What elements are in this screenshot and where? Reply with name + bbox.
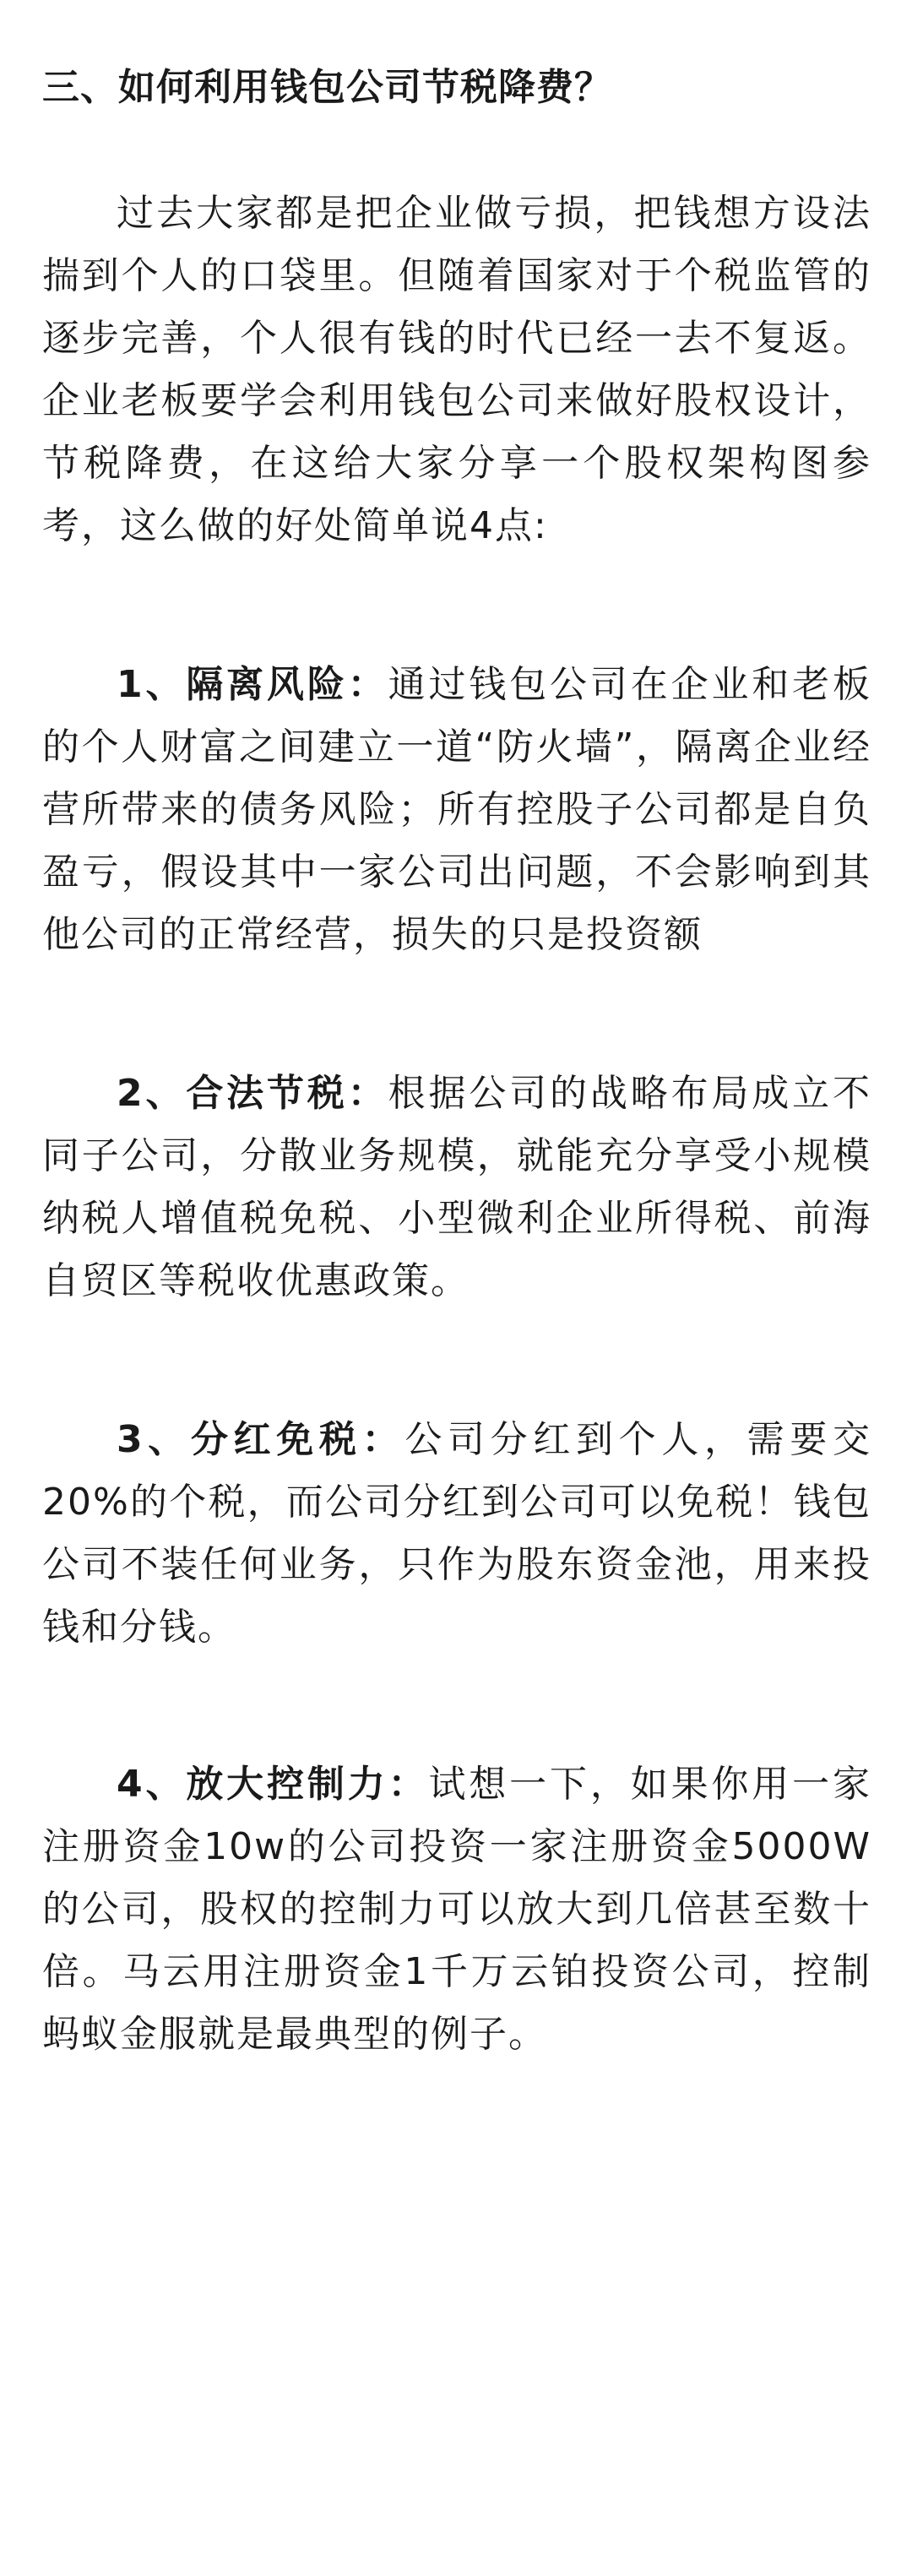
point-body: 试想一下，如果你用一家注册资金10w的公司投资一家注册资金5000W的公司，股权的控制力可以放大到几倍甚至数十倍。马云用注册资金1千万云铂投资公司，控制蚂蚁金服就是最典型的例子。 xyxy=(42,1763,871,2056)
point-lead: 2、合法节税： xyxy=(117,1072,388,1115)
intro-paragraph: 过去大家都是把企业做亏损，把钱想方设法揣到个人的口袋里。但随着国家对于个税监管的逐步完善，个人很有钱的时代已经一去不复返。企业老板要学会利用钱包公司来做好股权设计，节税降费，在这给大家分享一个股权架构图参考，这么做的好处简单说4点: xyxy=(42,192,871,547)
point-lead: 4、放大控制力： xyxy=(117,1763,429,1806)
point-amplify-control xyxy=(42,1753,871,2066)
point-body: 通过钱包公司在企业和老板的个人财富之间建立一道“防火墙”，隔离企业经营所带来的债务风险；所有控股子公司都是自负盈亏，假设其中一家公司出问题，不会影响到其他公司的正常经营，损失的只是投资额 xyxy=(42,663,872,956)
point-body: 根据公司的战略布局成立不同子公司，分散业务规模，就能充分享受小规模纳税人增值税免税、小型微利企业所得税、前海自贸区等税收优惠政策。 xyxy=(42,1072,872,1302)
point-risk-isolation xyxy=(42,654,871,966)
point-lead: 1、隔离风险： xyxy=(117,663,388,706)
point-dividend-tax-exempt xyxy=(42,1409,871,1659)
point-legal-tax-saving xyxy=(42,1062,871,1312)
point-lead: 3、分红免税： xyxy=(117,1418,405,1461)
section-heading: 三、如何利用钱包公司节税降费？ xyxy=(42,66,612,109)
point-body: 公司分红到个人，需要交20%的个税，而公司分红到公司可以免税！钱包公司不装任何业务，只作为股东资金池，用来投钱和分钱。 xyxy=(42,1418,872,1649)
